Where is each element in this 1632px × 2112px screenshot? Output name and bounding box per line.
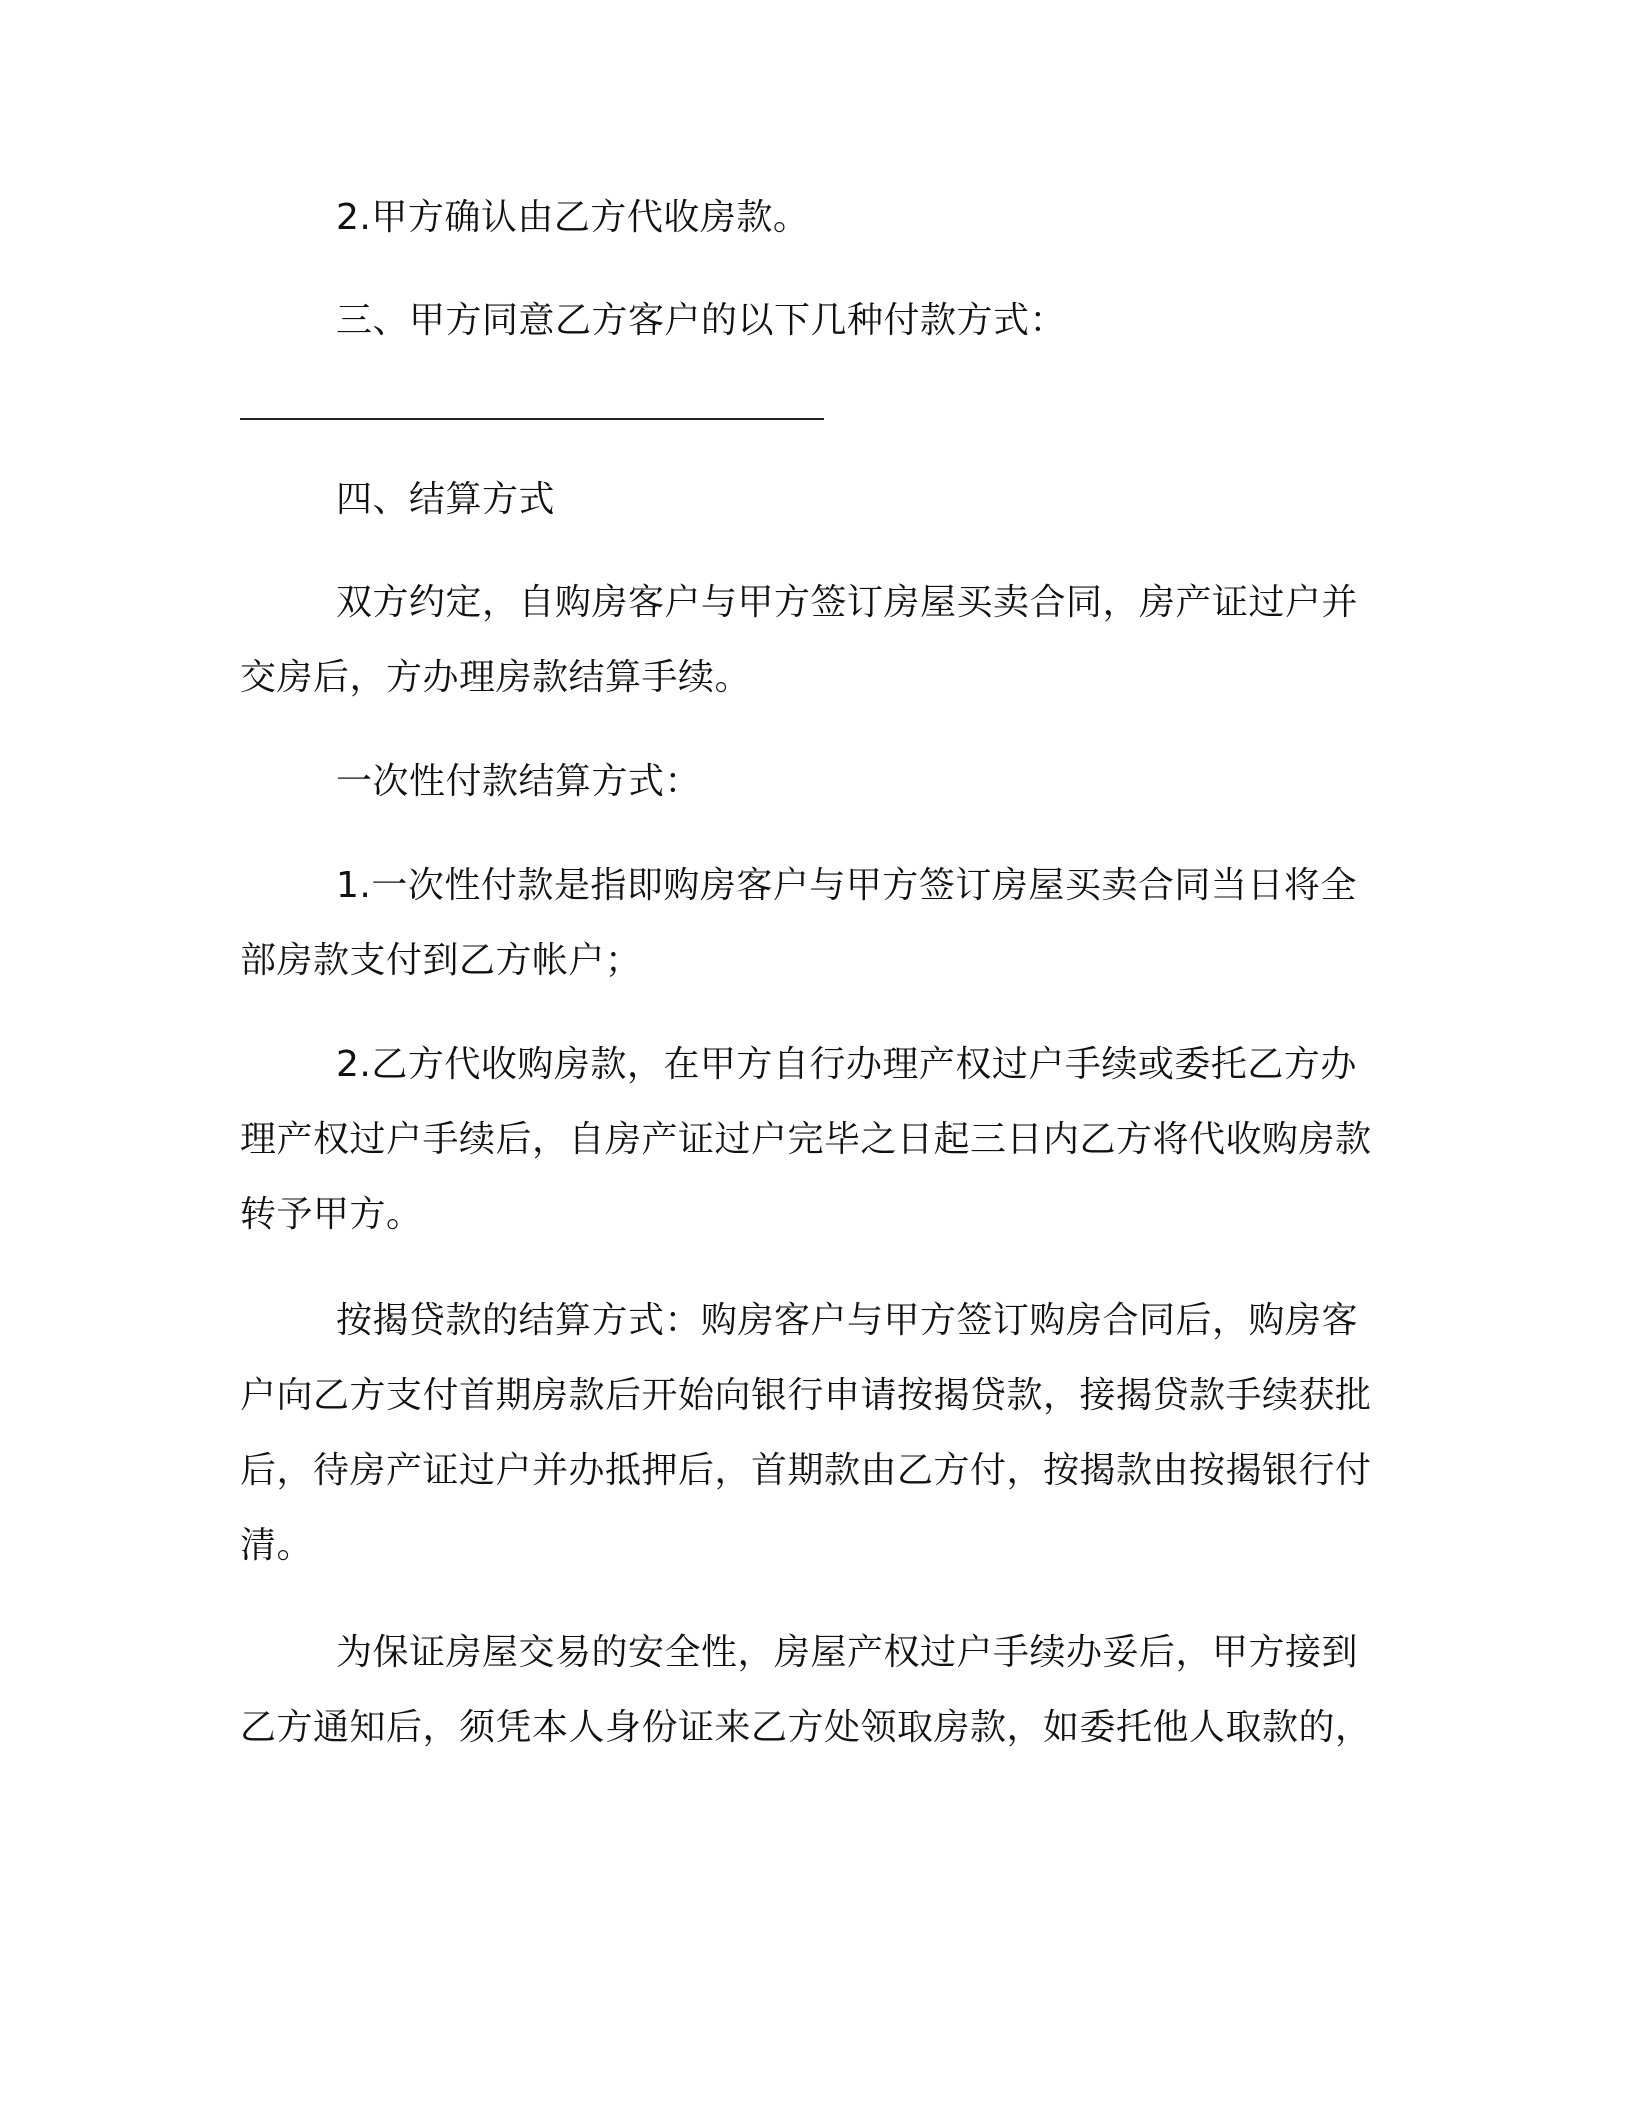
paragraph-2-payment-collection: 2.甲方确认由乙方代收房款。: [336, 197, 810, 238]
lump-sum-settlement-heading: 一次性付款结算方式：: [336, 761, 702, 802]
section-3-payment-methods-heading: 三、甲方同意乙方客户的以下几种付款方式：: [336, 300, 1067, 341]
lump-sum-item-2: 2.乙方代收购房款，在甲方自行办理产权过户手续或委托乙方办理产权过户手续后，自房产证过户完毕之日起三日内乙方将代收购房款转予甲方。: [240, 1044, 1372, 1235]
lump-sum-item-1: 1.一次性付款是指即购房客户与甲方签订房屋买卖合同当日将全部房款支付到乙方帐户；: [240, 865, 1357, 981]
mortgage-settlement-paragraph: 按揭贷款的结算方式：购房客户与甲方签订购房合同后，购房客户向乙方支付首期房款后开始向银行申请按揭贷款，接揭贷款手续获批后，待房产证过户并办抵押后，首期款由乙方付，按揭款由按揭银行付清。: [240, 1300, 1372, 1566]
section-4-settlement-heading: 四、结算方式: [336, 479, 556, 520]
safety-paragraph: 为保证房屋交易的安全性，房屋产权过户手续办妥后，甲方接到乙方通知后，须凭本人身份证来乙方处领取房款，如委托他人取款的，: [240, 1632, 1372, 1748]
settlement-agreement-paragraph: 双方约定，自购房客户与甲方签订房屋买卖合同，房产证过户并交房后，方办理房款结算手续。: [240, 582, 1359, 698]
blank-fill-line: [240, 418, 824, 420]
